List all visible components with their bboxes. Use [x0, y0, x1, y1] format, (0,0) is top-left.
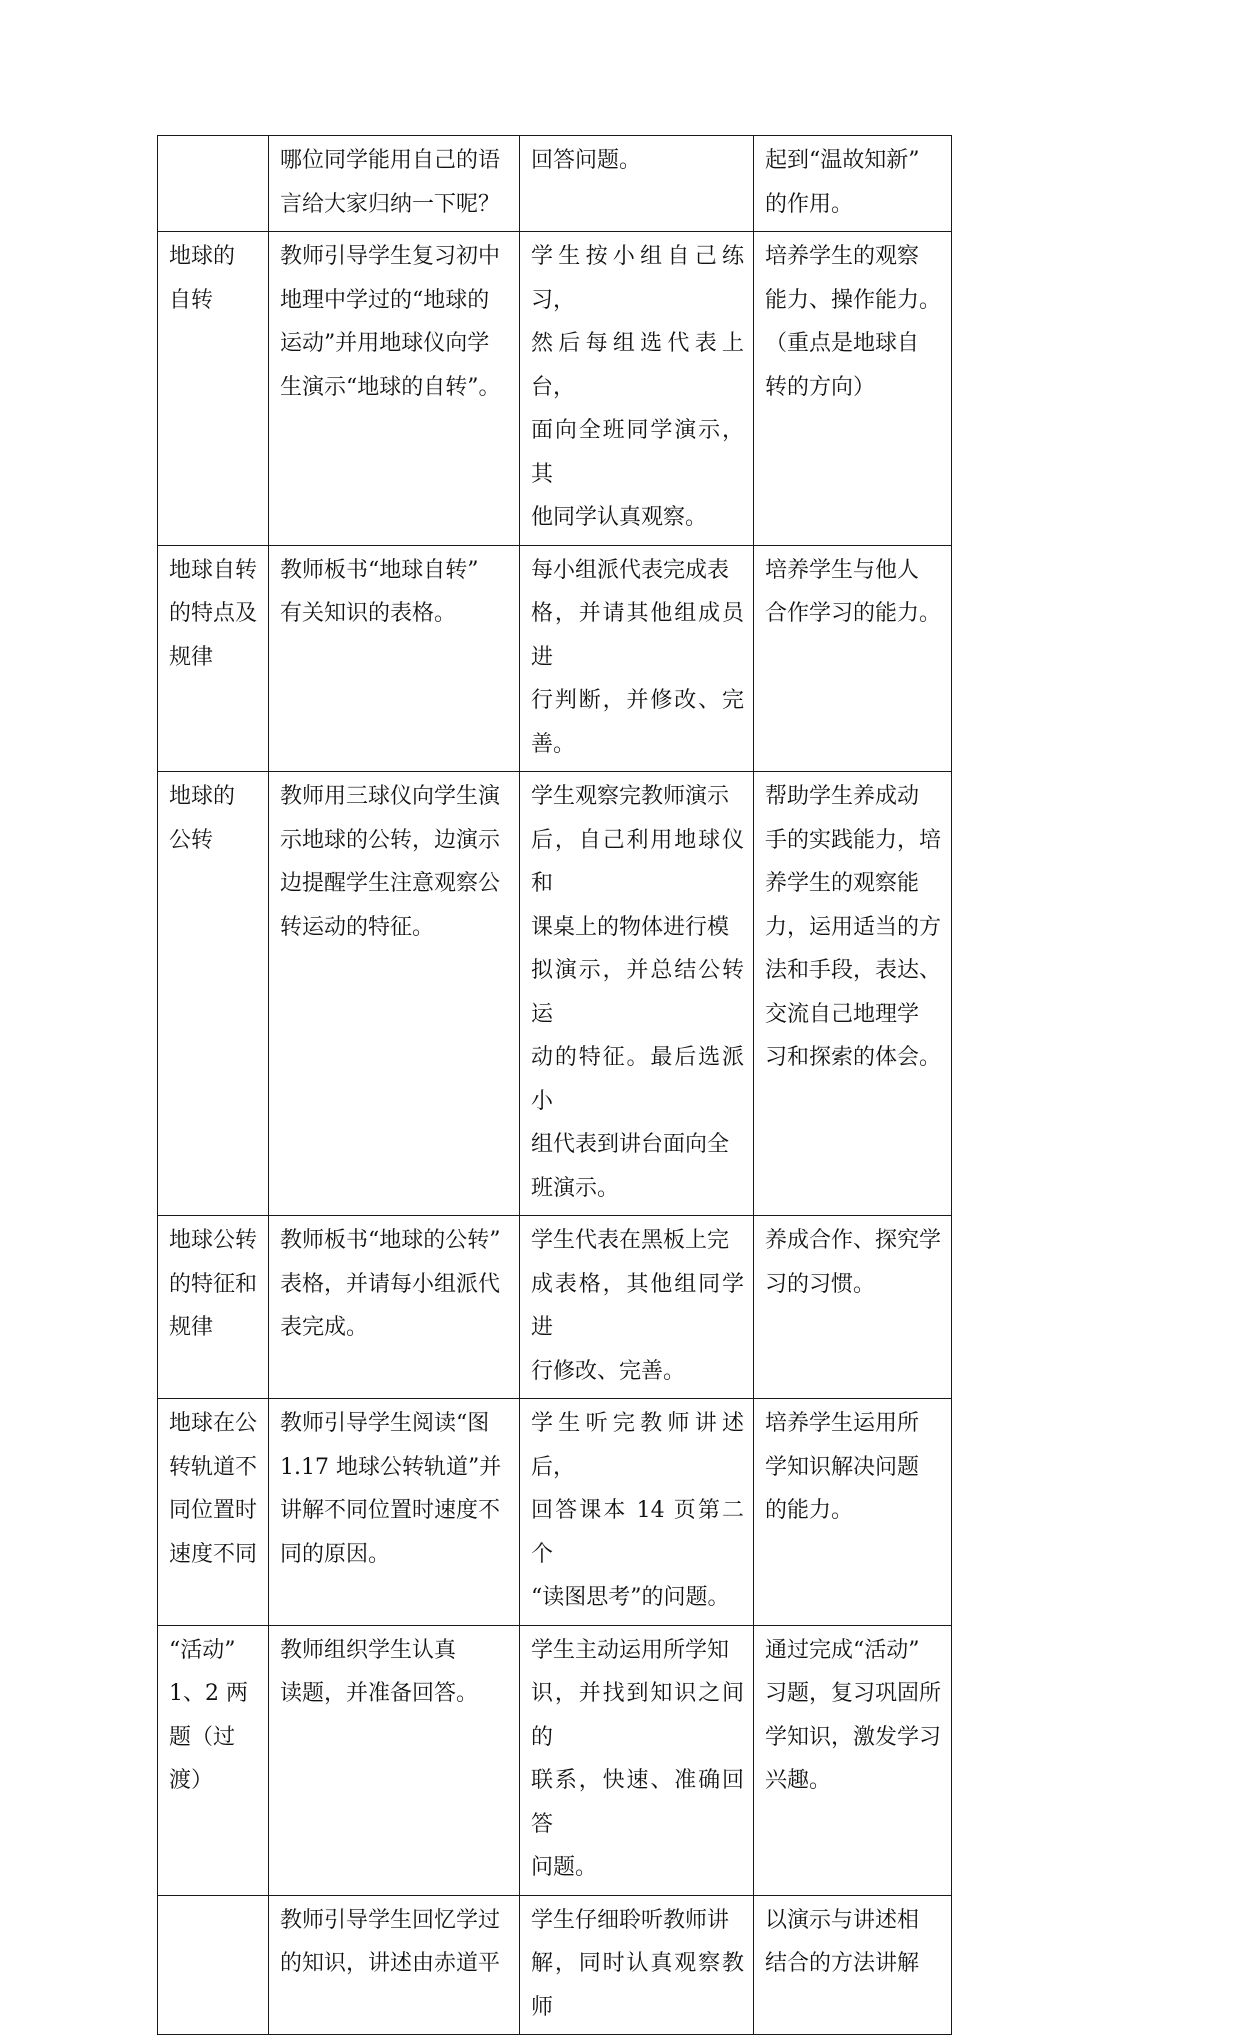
student-activity-cell: 学生按小组自己练习， 然后每组选代表上台， 面向全班同学演示，其 他同学认真观察。: [520, 232, 754, 546]
topic-cell: [158, 1895, 269, 2035]
table-row: [158, 232, 952, 546]
topic-cell: 地球的 自转: [158, 232, 269, 546]
student-activity-cell: 每小组派代表完成表 格，并请其他组成员进 行判断，并修改、完善。: [520, 545, 754, 772]
table-row: [158, 1399, 952, 1626]
teacher-activity-cell: 教师用三球仪向学生演 示地球的公转，边演示 边提醒学生注意观察公 转运动的特征。: [269, 772, 520, 1216]
student-activity-cell: 学生仔细聆听教师讲 解，同时认真观察教师: [520, 1895, 754, 2035]
lesson-plan-table: [157, 135, 952, 2035]
topic-cell: [158, 136, 269, 232]
table-row: [158, 1216, 952, 1399]
teacher-activity-cell: 教师板书“地球自转” 有关知识的表格。: [269, 545, 520, 772]
table-row: [158, 1895, 952, 2035]
teacher-activity-cell: 教师引导学生复习初中 地理中学过的“地球的 运动”并用地球仪向学 生演示“地球的自转”。: [269, 232, 520, 546]
table-row: [158, 136, 952, 232]
purpose-cell: 通过完成“活动” 习题，复习巩固所 学知识，激发学习 兴趣。: [754, 1625, 952, 1895]
purpose-cell: 培养学生的观察 能力、操作能力。 （重点是地球自 转的方向）: [754, 232, 952, 546]
table-row: [158, 1625, 952, 1895]
purpose-cell: 培养学生与他人 合作学习的能力。: [754, 545, 952, 772]
table-row: [158, 545, 952, 772]
teacher-activity-cell: 教师组织学生认真 读题，并准备回答。: [269, 1625, 520, 1895]
purpose-cell: 帮助学生养成动 手的实践能力，培 养学生的观察能 力，运用适当的方 法和手段，表达、 交流自己地理学 习和探索的体会。: [754, 772, 952, 1216]
student-activity-cell: 学生观察完教师演示 后，自己利用地球仪和 课桌上的物体进行模 拟演示，并总结公转运 动的特征。最后选派小 组代表到讲台面向全 班演示。: [520, 772, 754, 1216]
purpose-cell: 培养学生运用所 学知识解决问题 的能力。: [754, 1399, 952, 1626]
purpose-cell: 养成合作、探究学 习的习惯。: [754, 1216, 952, 1399]
purpose-cell: 以演示与讲述相 结合的方法讲解: [754, 1895, 952, 2035]
teacher-activity-cell: 哪位同学能用自己的语 言给大家归纳一下呢？: [269, 136, 520, 232]
topic-cell: 地球公转 的特征和 规律: [158, 1216, 269, 1399]
topic-cell: 地球的 公转: [158, 772, 269, 1216]
purpose-cell: 起到“温故知新” 的作用。: [754, 136, 952, 232]
teacher-activity-cell: 教师引导学生阅读“图 1.17 地球公转轨道”并 讲解不同位置时速度不 同的原因。: [269, 1399, 520, 1626]
student-activity-cell: 学生听完教师讲述后， 回答课本 14 页第二个 “读图思考”的问题。: [520, 1399, 754, 1626]
topic-cell: “活动” 1、2 两 题（过 渡）: [158, 1625, 269, 1895]
teacher-activity-cell: 教师引导学生回忆学过 的知识，讲述由赤道平: [269, 1895, 520, 2035]
teacher-activity-cell: 教师板书“地球的公转” 表格，并请每小组派代 表完成。: [269, 1216, 520, 1399]
student-activity-cell: 学生主动运用所学知 识，并找到知识之间的 联系，快速、准确回答 问题。: [520, 1625, 754, 1895]
student-activity-cell: 回答问题。: [520, 136, 754, 232]
table-row: [158, 772, 952, 1216]
student-activity-cell: 学生代表在黑板上完 成表格，其他组同学进 行修改、完善。: [520, 1216, 754, 1399]
topic-cell: 地球在公 转轨道不 同位置时 速度不同: [158, 1399, 269, 1626]
topic-cell: 地球自转 的特点及 规律: [158, 545, 269, 772]
